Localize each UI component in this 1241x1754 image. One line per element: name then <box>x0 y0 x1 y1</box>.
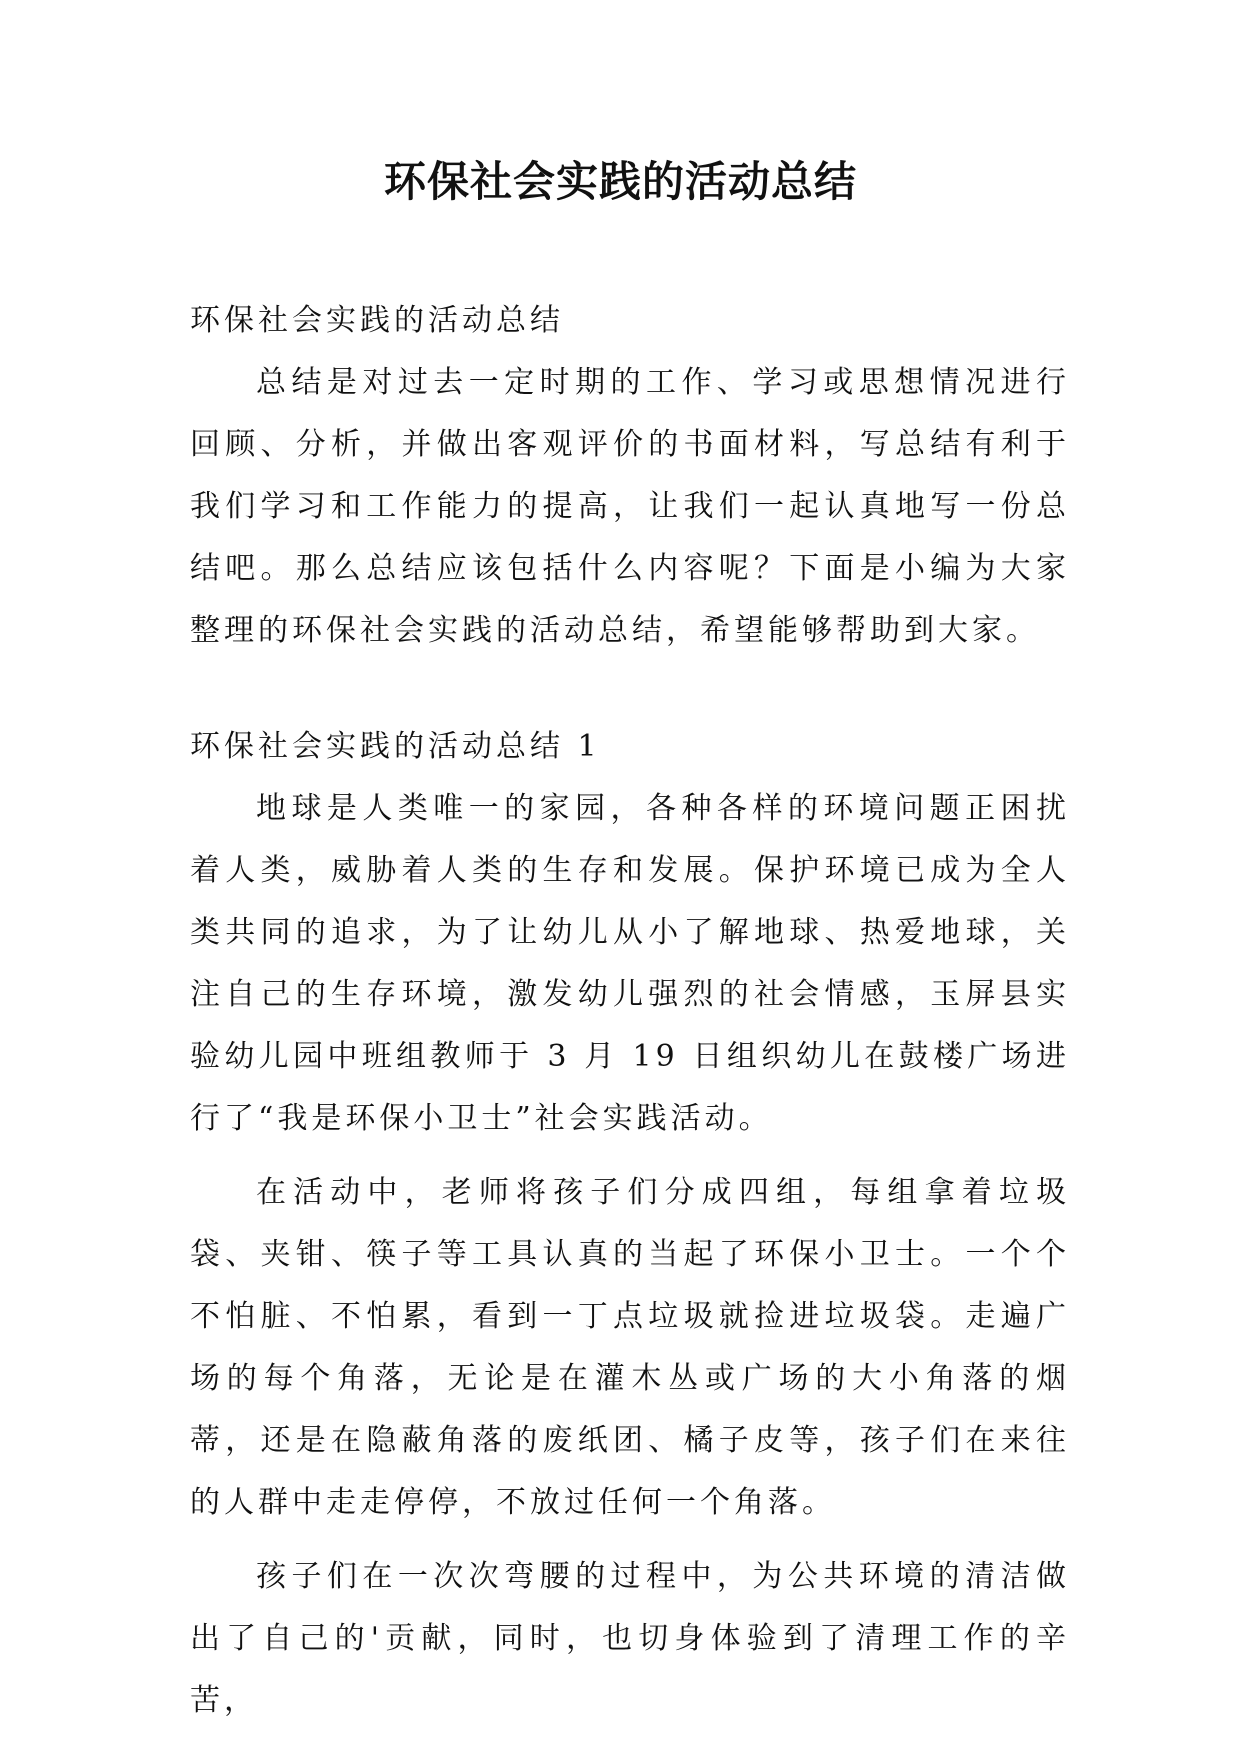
document-subtitle: 环保社会实践的活动总结 <box>190 303 564 338</box>
body-paragraph: 地球是人类唯一的家园，各种各样的环境问题正困扰着人类，威胁着人类的生存和发展。保护环境已成为全人类共同的追求，为了让幼儿从小了解地球、热爱地球，关注自己的生存环境，激发幼儿强烈的社会情感，玉屏县实验幼儿园中班组教师于 3 月 19 日组织幼儿在鼓楼广场进行了“我是环保小卫士”社会实践活动。 <box>190 791 1070 1136</box>
body-paragraph: 孩子们在一次次弯腰的过程中，为公共环境的清洁做出了自己的'贡献，同时，也切身体验到了清理工作的辛苦， <box>190 1559 1070 1718</box>
document-title: 环保社会实践的活动总结 <box>383 157 857 206</box>
intro-paragraph: 总结是对过去一定时期的工作、学习或思想情况进行回顾、分析，并做出客观评价的书面材料，写总结有利于我们学习和工作能力的提高，让我们一起认真地写一份总结吧。那么总结应该包括什么内容呢？下面是小编为大家整理的环保社会实践的活动总结，希望能够帮助到大家。 <box>190 365 1070 648</box>
document-body <box>190 290 1070 1732</box>
section-heading: 环保社会实践的活动总结 1 <box>190 729 601 764</box>
body-paragraph: 在活动中，老师将孩子们分成四组，每组拿着垃圾袋、夹钳、筷子等工具认真的当起了环保小卫士。一个个不怕脏、不怕累，看到一丁点垃圾就捡进垃圾袋。走遍广场的每个角落，无论是在灌木丛或广场的大小角落的烟蒂，还是在隐蔽角落的废纸团、橘子皮等，孩子们在来往的人群中走走停停，不放过任何一个角落。 <box>190 1175 1070 1520</box>
